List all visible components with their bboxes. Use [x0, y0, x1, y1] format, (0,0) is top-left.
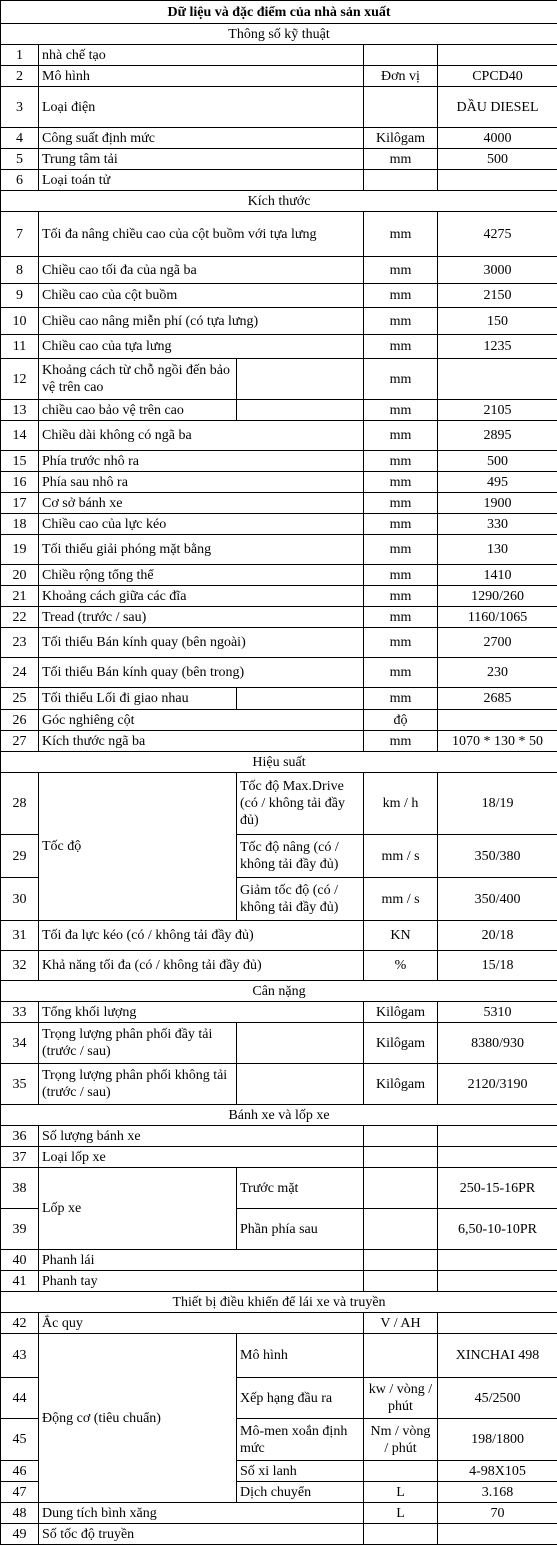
table-row — [1, 451, 557, 472]
empty-cell — [237, 1064, 364, 1105]
row-unit — [364, 1524, 438, 1545]
section-title: Thiết bị điều khiển để lái xe và truyền — [1, 1292, 557, 1313]
row-label: Tối đa lực kéo (có / không tải đầy đủ) — [39, 921, 364, 951]
row-value: 2120/3190 — [438, 1064, 557, 1105]
row-label: Trọng lượng phân phối không tải (trước / sau) — [39, 1064, 237, 1105]
table-row — [1, 710, 557, 731]
row-number: 8 — [1, 257, 39, 284]
row-label: Tốc độ Max.Drive (có / không tải đầy đủ) — [237, 773, 364, 835]
table-row — [1, 400, 557, 421]
title-row — [1, 1, 557, 24]
table-row — [1, 514, 557, 535]
table-row — [1, 1064, 557, 1105]
table-row — [1, 731, 557, 752]
row-value: 18/19 — [438, 773, 557, 835]
row-label: Chiều cao của tựa lưng — [39, 335, 364, 359]
row-number: 38 — [1, 1168, 39, 1209]
row-unit — [364, 87, 438, 128]
table-row — [1, 66, 557, 87]
row-unit: mm — [364, 731, 438, 752]
table-row — [1, 128, 557, 149]
table-row — [1, 257, 557, 284]
row-number: 44 — [1, 1378, 39, 1419]
row-number: 29 — [1, 835, 39, 878]
row-unit: Kilôgam — [364, 128, 438, 149]
table-row — [1, 607, 557, 628]
row-value — [438, 1126, 557, 1147]
row-number: 17 — [1, 493, 39, 514]
row-value: 2685 — [438, 688, 557, 710]
row-value: 1070 * 130 * 50 — [438, 731, 557, 752]
row-label: Góc nghiêng cột — [39, 710, 364, 731]
row-label: Phanh lái — [39, 1250, 364, 1271]
row-number: 49 — [1, 1524, 39, 1545]
row-unit — [364, 1271, 438, 1292]
row-unit: mm — [364, 535, 438, 565]
row-value: XINCHAI 498 — [438, 1334, 557, 1378]
row-number: 32 — [1, 951, 39, 981]
row-value: 4000 — [438, 128, 557, 149]
row-unit: mm / s — [364, 878, 438, 921]
row-number: 2 — [1, 66, 39, 87]
row-value: 2150 — [438, 284, 557, 308]
row-unit: mm — [364, 335, 438, 359]
table-row — [1, 87, 557, 128]
row-unit: mm — [364, 607, 438, 628]
row-number: 11 — [1, 335, 39, 359]
row-number: 24 — [1, 658, 39, 688]
row-unit: mm — [364, 212, 438, 257]
row-unit — [364, 1168, 438, 1209]
row-label: Kích thước ngã ba — [39, 731, 364, 752]
row-unit: Đơn vị — [364, 66, 438, 87]
row-value: CPCD40 — [438, 66, 557, 87]
row-value: 1900 — [438, 493, 557, 514]
row-label: Phía sau nhô ra — [39, 472, 364, 493]
row-label: Chiều rộng tổng thể — [39, 565, 364, 586]
row-value: 350/380 — [438, 835, 557, 878]
row-unit — [364, 170, 438, 191]
row-label: Tối thiểu giải phóng mặt bằng — [39, 535, 364, 565]
row-unit — [364, 1250, 438, 1271]
row-label: Số lượng bánh xe — [39, 1126, 364, 1147]
table-row — [1, 1503, 557, 1524]
row-unit: km / h — [364, 773, 438, 835]
row-number: 34 — [1, 1023, 39, 1064]
empty-cell — [237, 359, 364, 400]
row-label: Loại điện — [39, 87, 364, 128]
row-number: 9 — [1, 284, 39, 308]
row-number: 37 — [1, 1147, 39, 1168]
row-value: 70 — [438, 1503, 557, 1524]
section-header — [1, 981, 557, 1002]
empty-cell — [237, 1023, 364, 1064]
row-unit: mm — [364, 586, 438, 607]
section-header — [1, 1292, 557, 1313]
row-value: 5310 — [438, 1002, 557, 1023]
table-row — [1, 535, 557, 565]
row-value: 2105 — [438, 400, 557, 421]
row-unit — [364, 1209, 438, 1250]
row-label: Phanh tay — [39, 1271, 364, 1292]
row-value: 495 — [438, 472, 557, 493]
table-row — [1, 1126, 557, 1147]
row-number: 15 — [1, 451, 39, 472]
row-value: 198/1800 — [438, 1419, 557, 1461]
row-number: 39 — [1, 1209, 39, 1250]
row-label: Số tốc độ truyền — [39, 1524, 364, 1545]
row-number: 14 — [1, 421, 39, 451]
row-label: Loại toán tử — [39, 170, 364, 191]
row-number: 31 — [1, 921, 39, 951]
row-unit: mm — [364, 421, 438, 451]
row-number: 27 — [1, 731, 39, 752]
row-value: DẦU DIESEL — [438, 87, 557, 128]
row-label: Tối đa nâng chiều cao của cột buồm với tựa lưng — [39, 212, 364, 257]
row-label: Cơ sở bánh xe — [39, 493, 364, 514]
row-number: 46 — [1, 1461, 39, 1482]
row-number: 21 — [1, 586, 39, 607]
group-label: Lốp xe — [39, 1168, 237, 1250]
row-label: Tổng khối lượng — [39, 1002, 364, 1023]
row-number: 5 — [1, 149, 39, 170]
row-label: Tốc độ nâng (có / không tải đầy đủ) — [237, 835, 364, 878]
table-row — [1, 586, 557, 607]
row-unit: mm — [364, 400, 438, 421]
row-unit: kw / vòng / phút — [364, 1378, 438, 1419]
row-value: 2895 — [438, 421, 557, 451]
row-number: 30 — [1, 878, 39, 921]
row-label: Khoảng cách từ chỗ ngồi đến bảo vệ trên cao — [39, 359, 237, 400]
table-row — [1, 1524, 557, 1545]
row-value — [438, 170, 557, 191]
row-number: 45 — [1, 1419, 39, 1461]
row-unit: mm — [364, 451, 438, 472]
row-unit: mm — [364, 472, 438, 493]
row-label: Chiều cao nâng miễn phí (có tựa lưng) — [39, 308, 364, 335]
row-value — [438, 1147, 557, 1168]
row-label: Phần phía sau — [237, 1209, 364, 1250]
row-label: Giảm tốc độ (có / không tải đầy đủ) — [237, 878, 364, 921]
row-number: 47 — [1, 1482, 39, 1503]
row-value: 350/400 — [438, 878, 557, 921]
row-value: 500 — [438, 149, 557, 170]
table-row — [1, 565, 557, 586]
row-value: 20/18 — [438, 921, 557, 951]
row-label: Dung tích bình xăng — [39, 1503, 364, 1524]
row-number: 19 — [1, 535, 39, 565]
table-row — [1, 308, 557, 335]
row-value: 45/2500 — [438, 1378, 557, 1419]
row-unit — [364, 1147, 438, 1168]
row-number: 18 — [1, 514, 39, 535]
row-unit — [364, 45, 438, 66]
row-label: Khả năng tối đa (có / không tải đầy đủ) — [39, 951, 364, 981]
row-value: 15/18 — [438, 951, 557, 981]
row-label: Ắc quy — [39, 1313, 364, 1334]
row-number: 26 — [1, 710, 39, 731]
row-number: 16 — [1, 472, 39, 493]
row-number: 10 — [1, 308, 39, 335]
row-number: 28 — [1, 773, 39, 835]
row-unit: % — [364, 951, 438, 981]
table-row — [1, 493, 557, 514]
row-value: 8380/930 — [438, 1023, 557, 1064]
row-value: 2700 — [438, 628, 557, 658]
table-row — [1, 472, 557, 493]
row-label: Chiều cao tối đa của ngã ba — [39, 257, 364, 284]
row-label: Tối thiểu Lối đi giao nhau — [39, 688, 237, 710]
row-label: chiều cao bảo vệ trên cao — [39, 400, 237, 421]
row-value: 130 — [438, 535, 557, 565]
section-header — [1, 191, 557, 212]
section-title: Kích thước — [1, 191, 557, 212]
table-row — [1, 170, 557, 191]
row-label: Dịch chuyển — [237, 1482, 364, 1503]
row-unit: mm — [364, 308, 438, 335]
row-unit — [364, 1126, 438, 1147]
row-value — [438, 1271, 557, 1292]
row-number: 36 — [1, 1126, 39, 1147]
row-number: 3 — [1, 87, 39, 128]
section-title: Thông số kỹ thuật — [1, 24, 557, 45]
row-unit: mm — [364, 688, 438, 710]
row-value — [438, 1524, 557, 1545]
table-row — [1, 1023, 557, 1064]
table-row — [1, 688, 557, 710]
row-value — [438, 1250, 557, 1271]
row-value: 230 — [438, 658, 557, 688]
row-unit: KN — [364, 921, 438, 951]
row-value: 6,50-10-10PR — [438, 1209, 557, 1250]
row-unit: Kilôgam — [364, 1002, 438, 1023]
row-label: Tối thiểu Bán kính quay (bên trong) — [39, 658, 364, 688]
row-label: nhà chế tạo — [39, 45, 364, 66]
row-label: Chiều cao của lực kéo — [39, 514, 364, 535]
row-label: Khoảng cách giữa các đĩa — [39, 586, 364, 607]
row-unit: độ — [364, 710, 438, 731]
row-number: 6 — [1, 170, 39, 191]
row-value — [438, 45, 557, 66]
row-number: 20 — [1, 565, 39, 586]
table-row — [1, 1250, 557, 1271]
row-value — [438, 1313, 557, 1334]
row-number: 48 — [1, 1503, 39, 1524]
row-number: 41 — [1, 1271, 39, 1292]
row-value: 4-98X105 — [438, 1461, 557, 1482]
row-value: 4275 — [438, 212, 557, 257]
row-unit: mm — [364, 257, 438, 284]
row-unit: mm — [364, 514, 438, 535]
table-row — [1, 951, 557, 981]
row-value: 1290/260 — [438, 586, 557, 607]
row-unit: mm — [364, 284, 438, 308]
table-row — [1, 1168, 557, 1209]
table-row — [1, 1313, 557, 1334]
empty-cell — [237, 400, 364, 421]
row-number: 42 — [1, 1313, 39, 1334]
row-number: 23 — [1, 628, 39, 658]
row-label: Chiều dài không có ngã ba — [39, 421, 364, 451]
row-unit — [364, 1461, 438, 1482]
row-value: 1410 — [438, 565, 557, 586]
row-number: 12 — [1, 359, 39, 400]
row-label: Mô hình — [39, 66, 364, 87]
row-value: 1160/1065 — [438, 607, 557, 628]
row-label: Trước mặt — [237, 1168, 364, 1209]
row-label: Tread (trước / sau) — [39, 607, 364, 628]
row-value: 250-15-16PR — [438, 1168, 557, 1209]
empty-cell — [237, 688, 364, 710]
row-label: Công suất định mức — [39, 128, 364, 149]
table-row — [1, 1271, 557, 1292]
row-unit: mm — [364, 359, 438, 400]
group-label: Tốc độ — [39, 773, 237, 921]
table-row — [1, 1334, 557, 1378]
row-label: Tối thiểu Bán kính quay (bên ngoài) — [39, 628, 364, 658]
row-label: Trung tâm tải — [39, 149, 364, 170]
row-number: 43 — [1, 1334, 39, 1378]
table-row — [1, 921, 557, 951]
row-unit: mm — [364, 149, 438, 170]
row-value: 500 — [438, 451, 557, 472]
row-unit — [364, 1334, 438, 1378]
row-unit: mm — [364, 658, 438, 688]
table-row — [1, 335, 557, 359]
section-header — [1, 1105, 557, 1126]
row-number: 22 — [1, 607, 39, 628]
row-label: Phía trước nhô ra — [39, 451, 364, 472]
row-unit: mm — [364, 493, 438, 514]
table-row — [1, 284, 557, 308]
row-label: Loại lốp xe — [39, 1147, 364, 1168]
row-unit: mm / s — [364, 835, 438, 878]
group-label: Động cơ (tiêu chuẩn) — [39, 1334, 237, 1503]
row-unit: Nm / vòng / phút — [364, 1419, 438, 1461]
row-number: 1 — [1, 45, 39, 66]
table-title: Dữ liệu và đặc điểm của nhà sản xuất — [1, 1, 557, 24]
row-unit: Kilôgam — [364, 1023, 438, 1064]
table-row — [1, 1147, 557, 1168]
table-row — [1, 359, 557, 400]
row-value: 330 — [438, 514, 557, 535]
row-label: Mô-men xoắn định mức — [237, 1419, 364, 1461]
table-row — [1, 45, 557, 66]
table-row — [1, 658, 557, 688]
row-unit: Kilôgam — [364, 1064, 438, 1105]
row-label: Chiều cao của cột buồm — [39, 284, 364, 308]
row-number: 7 — [1, 212, 39, 257]
section-title: Cân nặng — [1, 981, 557, 1002]
row-unit: L — [364, 1482, 438, 1503]
table-row — [1, 421, 557, 451]
row-label: Xếp hạng đầu ra — [237, 1378, 364, 1419]
row-unit: mm — [364, 565, 438, 586]
table-row — [1, 1002, 557, 1023]
row-number: 33 — [1, 1002, 39, 1023]
row-unit: V / AH — [364, 1313, 438, 1334]
row-label: Số xi lanh — [237, 1461, 364, 1482]
row-value: 3.168 — [438, 1482, 557, 1503]
row-number: 4 — [1, 128, 39, 149]
table-row — [1, 212, 557, 257]
row-number: 13 — [1, 400, 39, 421]
section-header — [1, 752, 557, 773]
table-row — [1, 628, 557, 658]
row-value — [438, 359, 557, 400]
row-unit: L — [364, 1503, 438, 1524]
table-row — [1, 773, 557, 835]
row-unit: mm — [364, 628, 438, 658]
table-row — [1, 149, 557, 170]
row-number: 35 — [1, 1064, 39, 1105]
row-value: 3000 — [438, 257, 557, 284]
section-title: Bánh xe và lốp xe — [1, 1105, 557, 1126]
row-value: 150 — [438, 308, 557, 335]
row-value — [438, 710, 557, 731]
section-header — [1, 24, 557, 45]
row-number: 40 — [1, 1250, 39, 1271]
section-title: Hiệu suất — [1, 752, 557, 773]
row-label: Mô hình — [237, 1334, 364, 1378]
row-label: Trọng lượng phân phối đầy tải (trước / sau) — [39, 1023, 237, 1064]
row-value: 1235 — [438, 335, 557, 359]
row-number: 25 — [1, 688, 39, 710]
